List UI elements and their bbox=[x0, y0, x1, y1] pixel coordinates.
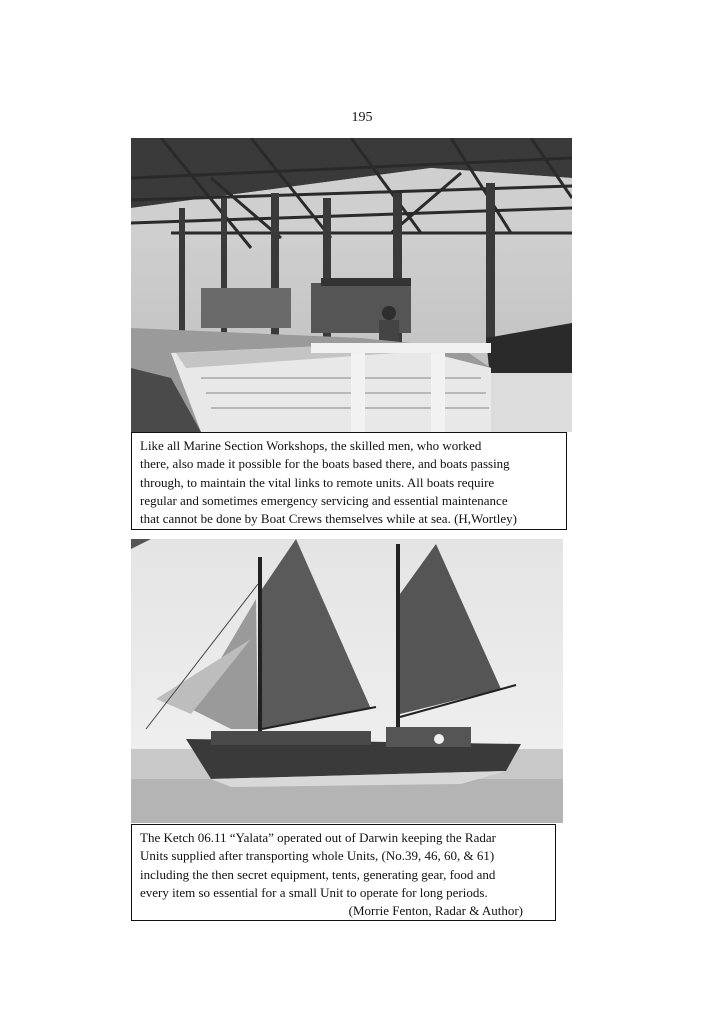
caption-line: there, also made it possible for the boats based there, and boats passing bbox=[140, 456, 510, 472]
photo-credit: (Morrie Fenton, Radar & Author) bbox=[348, 903, 523, 919]
caption-line: including the then secret equipment, tents, generating gear, food and bbox=[140, 866, 496, 882]
page-number: 195 bbox=[351, 110, 373, 125]
workshop-caption bbox=[131, 432, 567, 530]
caption-line: Units supplied after transporting whole Units, (No.39, 46, 60, & 61) bbox=[140, 848, 495, 864]
caption-line: every item so essential for a small Unit to operate for long periods. bbox=[140, 884, 488, 900]
caption-line: that cannot be done by Boat Crews themselves while at sea. (H,Wortley) bbox=[140, 511, 517, 527]
caption-line: The Ketch 06.11 “Yalata” operated out of Darwin keeping the Radar bbox=[140, 830, 496, 845]
caption-line: Like all Marine Section Workshops, the skilled men, who worked bbox=[140, 438, 482, 453]
ketch-caption bbox=[131, 824, 556, 921]
caption-line: through, to maintain the vital links to remote units. All boats require bbox=[140, 474, 495, 490]
workshop-photo bbox=[131, 138, 572, 432]
caption-line: regular and sometimes emergency servicing and essential maintenance bbox=[140, 492, 508, 508]
ketch-photo bbox=[131, 539, 563, 823]
